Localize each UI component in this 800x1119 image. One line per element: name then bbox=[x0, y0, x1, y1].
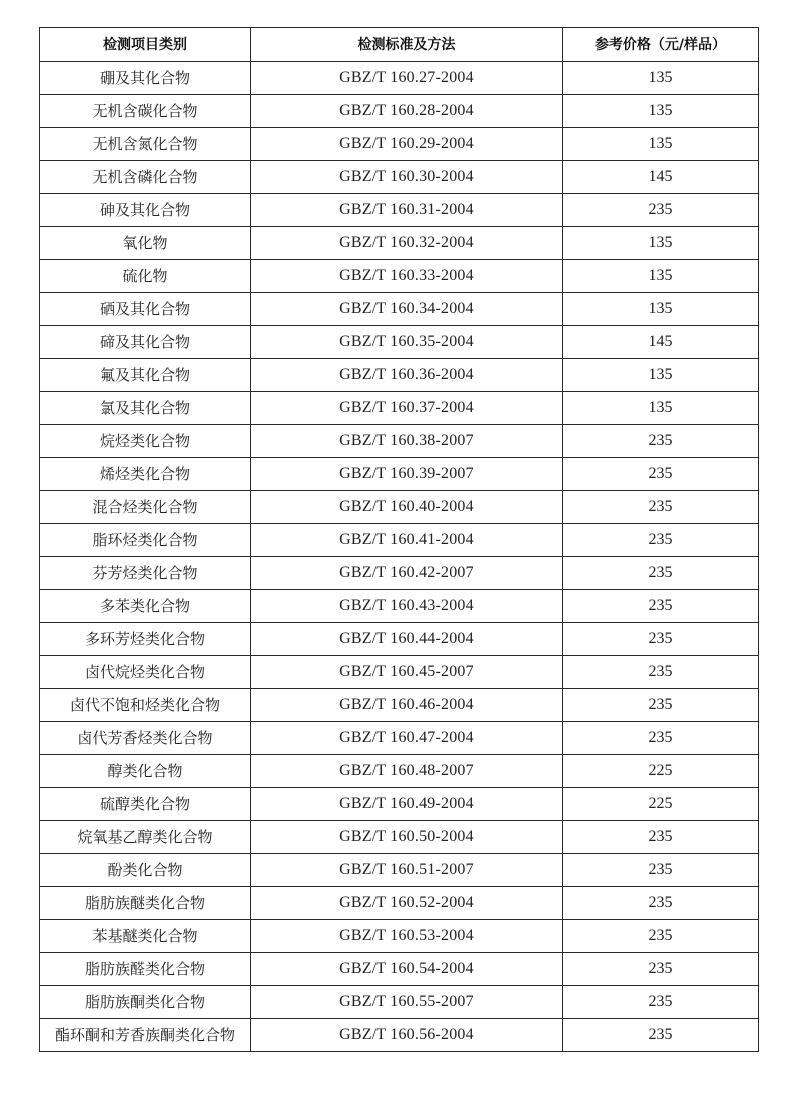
standard-cell: GBZ/T 160.38-2007 bbox=[251, 425, 563, 458]
price-cell: 235 bbox=[563, 425, 759, 458]
price-cell: 135 bbox=[563, 260, 759, 293]
table-row bbox=[40, 953, 759, 986]
standard-cell: GBZ/T 160.31-2004 bbox=[251, 194, 563, 227]
standard-cell: GBZ/T 160.52-2004 bbox=[251, 887, 563, 920]
table-row bbox=[40, 62, 759, 95]
category-cell: 多环芳烃类化合物 bbox=[40, 623, 251, 656]
standard-cell: GBZ/T 160.45-2007 bbox=[251, 656, 563, 689]
standard-cell: GBZ/T 160.29-2004 bbox=[251, 128, 563, 161]
standard-cell: GBZ/T 160.28-2004 bbox=[251, 95, 563, 128]
table-row bbox=[40, 425, 759, 458]
table-row bbox=[40, 95, 759, 128]
standard-cell: GBZ/T 160.47-2004 bbox=[251, 722, 563, 755]
price-cell: 235 bbox=[563, 920, 759, 953]
price-cell: 235 bbox=[563, 986, 759, 1019]
table-header bbox=[40, 28, 759, 62]
table-row bbox=[40, 194, 759, 227]
standard-cell: GBZ/T 160.42-2007 bbox=[251, 557, 563, 590]
price-cell: 235 bbox=[563, 194, 759, 227]
price-cell: 145 bbox=[563, 161, 759, 194]
category-cell: 卤代芳香烃类化合物 bbox=[40, 722, 251, 755]
category-cell: 碲及其化合物 bbox=[40, 326, 251, 359]
price-cell: 135 bbox=[563, 293, 759, 326]
price-list-sheet bbox=[39, 27, 758, 1052]
table-row bbox=[40, 920, 759, 953]
standard-cell: GBZ/T 160.40-2004 bbox=[251, 491, 563, 524]
table-row bbox=[40, 524, 759, 557]
table-row bbox=[40, 755, 759, 788]
standard-cell: GBZ/T 160.27-2004 bbox=[251, 62, 563, 95]
standard-cell: GBZ/T 160.43-2004 bbox=[251, 590, 563, 623]
category-cell: 卤代不饱和烃类化合物 bbox=[40, 689, 251, 722]
category-cell: 硫化物 bbox=[40, 260, 251, 293]
standard-cell: GBZ/T 160.30-2004 bbox=[251, 161, 563, 194]
table-row bbox=[40, 293, 759, 326]
table-row bbox=[40, 1019, 759, 1052]
standard-cell: GBZ/T 160.51-2007 bbox=[251, 854, 563, 887]
standard-cell: GBZ/T 160.35-2004 bbox=[251, 326, 563, 359]
table-row bbox=[40, 689, 759, 722]
table-body bbox=[40, 62, 759, 1052]
header-row bbox=[40, 28, 759, 62]
header-price: 参考价格（元/样品） bbox=[563, 28, 759, 62]
category-cell: 脂肪族醛类化合物 bbox=[40, 953, 251, 986]
standard-cell: GBZ/T 160.46-2004 bbox=[251, 689, 563, 722]
price-cell: 235 bbox=[563, 491, 759, 524]
category-cell: 砷及其化合物 bbox=[40, 194, 251, 227]
price-cell: 235 bbox=[563, 524, 759, 557]
standard-cell: GBZ/T 160.32-2004 bbox=[251, 227, 563, 260]
table-row bbox=[40, 986, 759, 1019]
table-row bbox=[40, 128, 759, 161]
table-row bbox=[40, 161, 759, 194]
table-row bbox=[40, 590, 759, 623]
standard-cell: GBZ/T 160.37-2004 bbox=[251, 392, 563, 425]
table-row bbox=[40, 557, 759, 590]
category-cell: 烯烃类化合物 bbox=[40, 458, 251, 491]
category-cell: 氧化物 bbox=[40, 227, 251, 260]
category-cell: 芬芳烃类化合物 bbox=[40, 557, 251, 590]
category-cell: 硫醇类化合物 bbox=[40, 788, 251, 821]
standard-cell: GBZ/T 160.36-2004 bbox=[251, 359, 563, 392]
standard-cell: GBZ/T 160.55-2007 bbox=[251, 986, 563, 1019]
price-table bbox=[39, 27, 759, 1052]
price-cell: 235 bbox=[563, 557, 759, 590]
category-cell: 卤代烷烃类化合物 bbox=[40, 656, 251, 689]
price-cell: 235 bbox=[563, 854, 759, 887]
price-cell: 235 bbox=[563, 722, 759, 755]
standard-cell: GBZ/T 160.33-2004 bbox=[251, 260, 563, 293]
category-cell: 氟及其化合物 bbox=[40, 359, 251, 392]
table-row bbox=[40, 491, 759, 524]
table-row bbox=[40, 788, 759, 821]
standard-cell: GBZ/T 160.44-2004 bbox=[251, 623, 563, 656]
price-cell: 225 bbox=[563, 755, 759, 788]
category-cell: 硒及其化合物 bbox=[40, 293, 251, 326]
category-cell: 酯环酮和芳香族酮类化合物 bbox=[40, 1019, 251, 1052]
table-row bbox=[40, 887, 759, 920]
category-cell: 无机含氮化合物 bbox=[40, 128, 251, 161]
standard-cell: GBZ/T 160.50-2004 bbox=[251, 821, 563, 854]
price-cell: 235 bbox=[563, 623, 759, 656]
header-standard: 检测标准及方法 bbox=[251, 28, 563, 62]
price-cell: 225 bbox=[563, 788, 759, 821]
price-cell: 135 bbox=[563, 95, 759, 128]
standard-cell: GBZ/T 160.49-2004 bbox=[251, 788, 563, 821]
category-cell: 混合烃类化合物 bbox=[40, 491, 251, 524]
standard-cell: GBZ/T 160.48-2007 bbox=[251, 755, 563, 788]
table-row bbox=[40, 458, 759, 491]
price-cell: 235 bbox=[563, 689, 759, 722]
price-cell: 235 bbox=[563, 656, 759, 689]
table-row bbox=[40, 722, 759, 755]
category-cell: 硼及其化合物 bbox=[40, 62, 251, 95]
standard-cell: GBZ/T 160.53-2004 bbox=[251, 920, 563, 953]
category-cell: 无机含碳化合物 bbox=[40, 95, 251, 128]
price-cell: 235 bbox=[563, 1019, 759, 1052]
category-cell: 脂肪族醚类化合物 bbox=[40, 887, 251, 920]
standard-cell: GBZ/T 160.39-2007 bbox=[251, 458, 563, 491]
category-cell: 多苯类化合物 bbox=[40, 590, 251, 623]
category-cell: 脂肪族酮类化合物 bbox=[40, 986, 251, 1019]
table-row bbox=[40, 392, 759, 425]
standard-cell: GBZ/T 160.34-2004 bbox=[251, 293, 563, 326]
price-cell: 135 bbox=[563, 128, 759, 161]
table-row bbox=[40, 854, 759, 887]
table-row bbox=[40, 359, 759, 392]
category-cell: 苯基醚类化合物 bbox=[40, 920, 251, 953]
table-row bbox=[40, 821, 759, 854]
category-cell: 烷烃类化合物 bbox=[40, 425, 251, 458]
price-cell: 235 bbox=[563, 590, 759, 623]
table-row bbox=[40, 656, 759, 689]
header-category: 检测项目类别 bbox=[40, 28, 251, 62]
table-row bbox=[40, 227, 759, 260]
price-cell: 235 bbox=[563, 458, 759, 491]
price-cell: 135 bbox=[563, 392, 759, 425]
standard-cell: GBZ/T 160.54-2004 bbox=[251, 953, 563, 986]
table-row bbox=[40, 623, 759, 656]
standard-cell: GBZ/T 160.56-2004 bbox=[251, 1019, 563, 1052]
category-cell: 氯及其化合物 bbox=[40, 392, 251, 425]
price-cell: 235 bbox=[563, 887, 759, 920]
price-cell: 235 bbox=[563, 953, 759, 986]
table-row bbox=[40, 326, 759, 359]
price-cell: 235 bbox=[563, 821, 759, 854]
table-row bbox=[40, 260, 759, 293]
price-cell: 135 bbox=[563, 227, 759, 260]
price-cell: 145 bbox=[563, 326, 759, 359]
category-cell: 无机含磷化合物 bbox=[40, 161, 251, 194]
standard-cell: GBZ/T 160.41-2004 bbox=[251, 524, 563, 557]
category-cell: 酚类化合物 bbox=[40, 854, 251, 887]
category-cell: 烷氧基乙醇类化合物 bbox=[40, 821, 251, 854]
category-cell: 醇类化合物 bbox=[40, 755, 251, 788]
price-cell: 135 bbox=[563, 62, 759, 95]
price-cell: 135 bbox=[563, 359, 759, 392]
category-cell: 脂环烃类化合物 bbox=[40, 524, 251, 557]
